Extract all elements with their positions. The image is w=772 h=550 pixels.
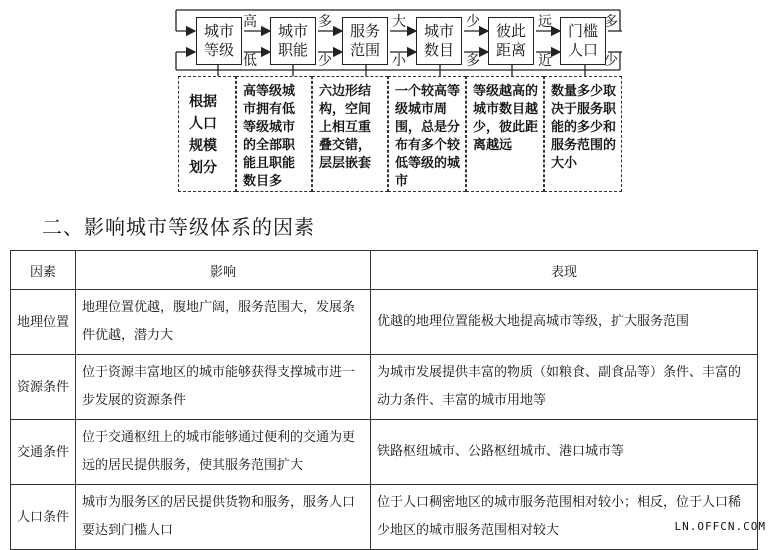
effect-cell: 位于资源丰富地区的城市能够获得支撑城市进一步发展的资源条件 xyxy=(76,355,371,420)
relation-bottom-1: 低 xyxy=(243,53,257,69)
relation-bottom-6: 少 xyxy=(604,53,618,69)
desc-city-function: 高等级城市拥有低等级城市的全部职能且职能数目多 xyxy=(236,76,312,192)
relation-bottom-4: 多 xyxy=(466,53,480,69)
table-row xyxy=(11,290,758,355)
table-row xyxy=(11,355,758,420)
factors-table xyxy=(10,250,758,550)
node-service-range: 服务范围 xyxy=(342,17,388,65)
header-manifestation: 表现 xyxy=(371,251,758,290)
header-effect: 影响 xyxy=(76,251,371,290)
section-title: 二、影响城市等级体系的因素 xyxy=(42,215,315,239)
relation-bottom-5: 近 xyxy=(538,53,552,69)
relation-bottom-3: 小 xyxy=(392,53,406,69)
effect-cell: 城市为服务区的居民提供货物和服务，服务人口要达到门槛人口 xyxy=(76,485,371,550)
relation-top-1: 高 xyxy=(243,14,257,30)
factor-cell: 资源条件 xyxy=(11,355,76,420)
node-city-level: 城市等级 xyxy=(196,17,242,65)
table-row xyxy=(11,485,758,550)
relation-top-6: 多 xyxy=(604,14,618,30)
relation-top-5: 远 xyxy=(538,14,552,30)
relation-top-4: 少 xyxy=(466,14,480,30)
watermark: LN.OFFCN.COM xyxy=(674,520,766,533)
effect-cell: 位于交通枢纽上的城市能够通过便利的交通为更远的居民提供服务，使其服务范围扩大 xyxy=(76,420,371,485)
effect-cell: 地理位置优越，腹地广阔，服务范围大，发展条件优越，潜力大 xyxy=(76,290,371,355)
manifestation-cell: 优越的地理位置能极大地提高城市等级，扩大服务范围 xyxy=(371,290,758,355)
desc-distance: 等级越高的城市数目越少，彼此距离越远 xyxy=(466,76,544,192)
factor-cell: 交通条件 xyxy=(11,420,76,485)
node-distance: 彼此距离 xyxy=(488,17,534,65)
hierarchy-diagram xyxy=(0,0,772,200)
relation-bottom-2: 少 xyxy=(318,53,332,69)
header-factor: 因素 xyxy=(11,251,76,290)
factor-cell: 人口条件 xyxy=(11,485,76,550)
table-header-row xyxy=(11,251,758,290)
desc-threshold-population: 数量多少取决于服务职能的多少和服务范围的大小 xyxy=(544,76,622,192)
desc-city-level: 根据人口规模划分 xyxy=(178,76,236,192)
node-city-function: 城市职能 xyxy=(270,17,316,65)
node-threshold-population: 门槛人口 xyxy=(560,17,606,65)
relation-top-3: 大 xyxy=(392,14,406,30)
manifestation-cell: 铁路枢纽城市、公路枢纽城市、港口城市等 xyxy=(371,420,758,485)
factor-cell: 地理位置 xyxy=(11,290,76,355)
table-row xyxy=(11,420,758,485)
desc-service-range: 六边形结构，空间上相互重叠交错，层层嵌套 xyxy=(312,76,388,192)
manifestation-cell: 位于人口稠密地区的城市服务范围相对较小；相反，位于人口稀少地区的城市服务范围相对较大 xyxy=(371,485,758,550)
node-city-count: 城市数目 xyxy=(416,17,462,65)
desc-city-count: 一个较高等级城市周围，总是分布有多个较低等级的城市 xyxy=(388,76,466,192)
relation-top-2: 多 xyxy=(318,14,332,30)
manifestation-cell: 为城市发展提供丰富的物质（如粮食、副食品等）条件、丰富的动力条件、丰富的城市用地等 xyxy=(371,355,758,420)
